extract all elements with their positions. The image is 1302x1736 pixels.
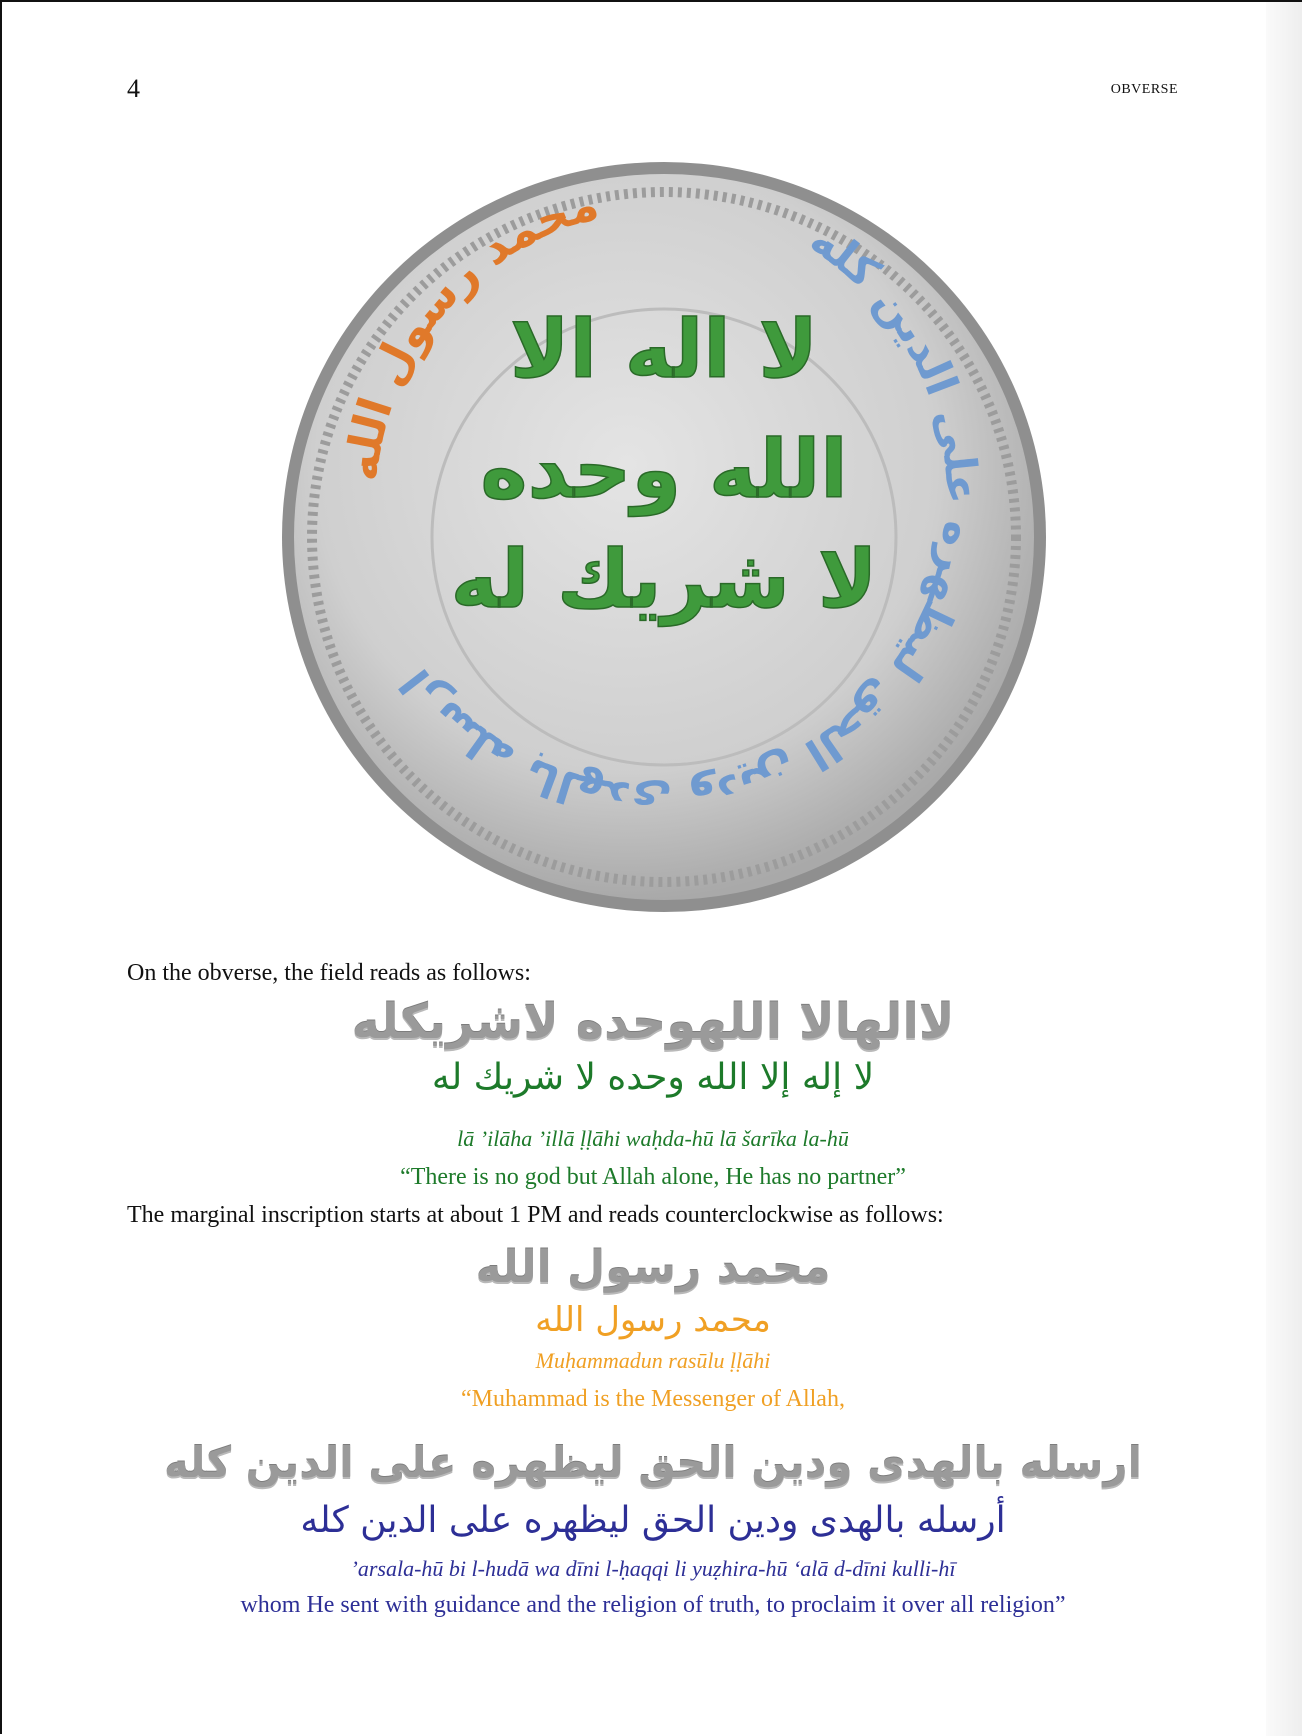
field-intro: On the obverse, the field reads as follows: [127,960,531,986]
margin-part1-script-image: محمد رسول الله [475,1242,831,1293]
page-number: 4 [127,74,140,103]
coin-field-line-2: الله وحده [480,423,848,516]
margin-part2-script-image: ارسله بالهدى ودين الحق ليظهره على الدين كله [164,1438,1142,1487]
margin-part2-arabic: أرسله بالهدى ودين الحق ليظهره على الدين كله [300,1500,1006,1541]
coin-field-line-1: لا اله الا [509,303,819,396]
margin-intro: The marginal inscription starts at about 1 PM and reads counterclockwise as follows: [127,1202,944,1228]
margin-part1-transliteration: Muḥammadun rasūlu ḷḷāhi [535,1348,771,1373]
margin-part1-translation: “Muhammad is the Messenger of Allah, [461,1386,845,1412]
margin-part2-translation: whom He sent with guidance and the religion of truth, to proclaim it over all religion” [240,1592,1066,1618]
field-transliteration: lā ’ilāha ’illā ḷḷāhi waḥda-hū lā šarīka la-hū [457,1126,849,1151]
coin-field-line-3: لا شريك له [450,533,878,626]
coin-margin-orange: محمد رسول الله [333,175,604,484]
field-script-image: لاالهالا اللهوحده لاشريكله [351,994,955,1050]
coin-illustration [272,152,1052,917]
field-arabic: لا إله إلا الله وحده لا شريك له [431,1057,875,1098]
field-translation: “There is no god but Allah alone, He has no partner” [400,1164,906,1190]
running-head: OBVERSE [1110,82,1178,97]
margin-part1-arabic: محمد رسول الله [535,1300,771,1340]
coin-margin-blue: ارسله بالهدى ودين الحق ليظهره على الدين كله [390,213,987,826]
coin-image [272,152,1052,917]
margin-part2-transliteration: ’arsala-hū bi l-hudā wa dīni l-ḥaqqi li yuẓhira-hū ‘alā d-dīni kulli-hī [350,1556,956,1581]
